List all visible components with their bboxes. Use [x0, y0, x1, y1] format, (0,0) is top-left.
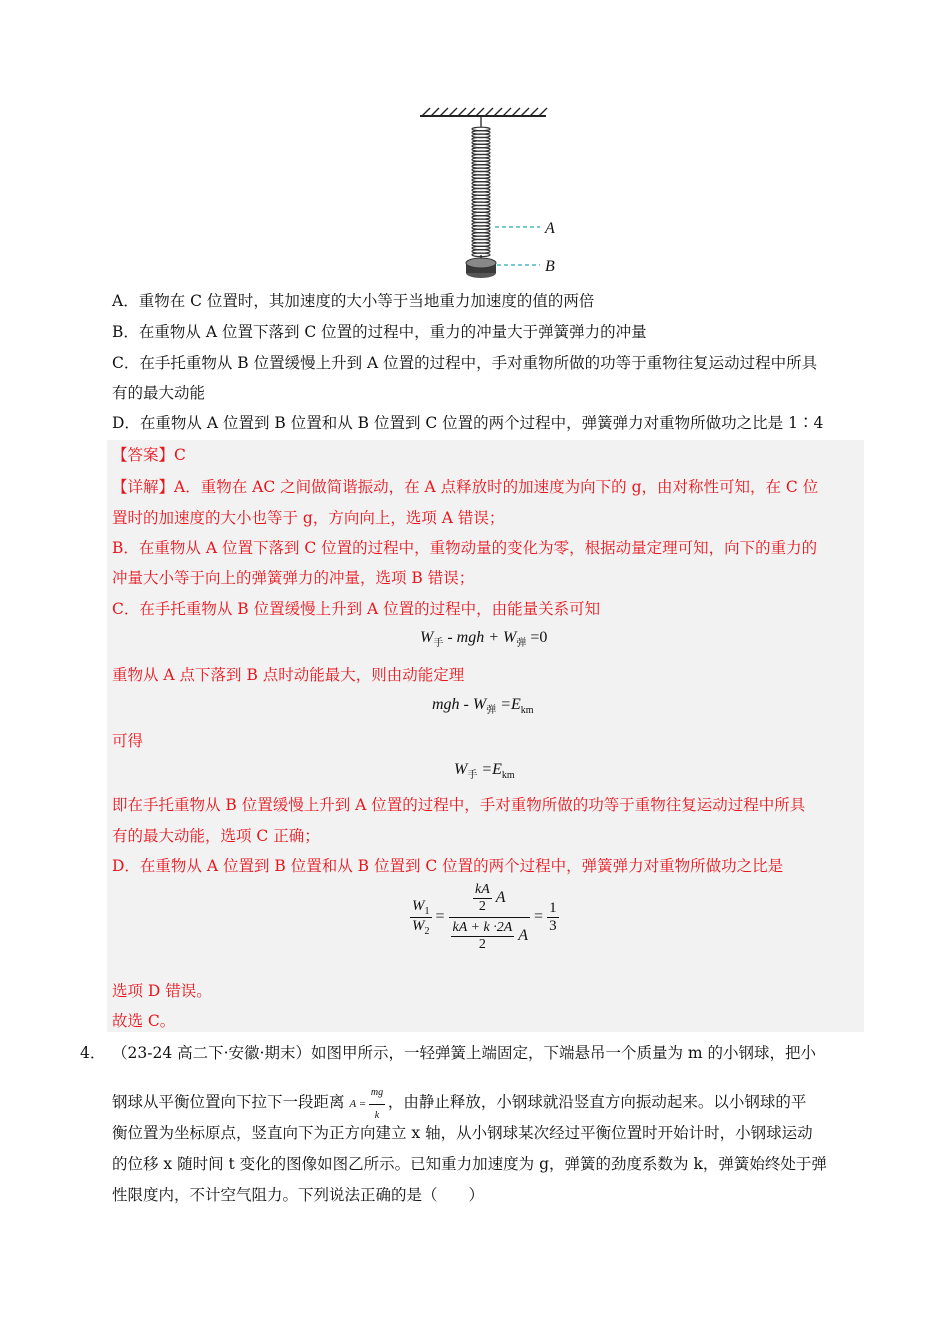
detail-d-line2: 选项 D 错误。: [112, 982, 212, 1000]
final-answer: 故选 C。: [112, 1012, 176, 1030]
question-number: 4．: [80, 1044, 106, 1062]
detail-c-line2: 重物从 A 点下落到 B 点时动能最大，则由动能定理: [112, 666, 465, 684]
label-b: B: [545, 258, 555, 275]
q4-line3: 衡位置为坐标原点，竖直向下为正方向建立 x 轴，从小钢球某次经过平衡位置时开始计时，小钢球运动: [112, 1124, 813, 1142]
q4-line2: 钢球从平衡位置向下拉下一段距离 A = $\frac{mg}{k}$ ，由静止释放，小钢球就沿竖直方向振动起来。以小钢球的平: [112, 1082, 806, 1127]
option-b: B．在重物从 A 位置下落到 C 位置的过程中，重力的冲量大于弹簧弹力的冲量: [112, 323, 647, 341]
detail-c-line4: 即在手托重物从 B 位置缓慢上升到 A 位置的过程中，手对重物所做的功等于重物往复运动过程中所具: [112, 796, 806, 814]
option-c-line2: 有的最大动能: [112, 384, 206, 402]
equation-1: $W_手$ - mgh + $W_弹 =0$: [420, 629, 548, 650]
q4-line5: 性限度内，不计空气阻力。下列说法正确的是（ ）: [112, 1186, 485, 1204]
detail-c-line1: C．在手托重物从 B 位置缓慢上升到 A 位置的过程中，由能量关系可知: [112, 600, 601, 618]
detail-c-line3: 可得: [112, 732, 144, 750]
detail-d-line1: D．在重物从 A 位置到 B 位置和从 B 位置到 C 位置的两个过程中，弹簧弹力对重物所做功之比是: [112, 857, 784, 875]
detail-b-line2: 冲量大小等于向上的弹簧弹力的冲量，选项 B 错误；: [112, 569, 475, 587]
detail-b-line1: B．在重物从 A 位置下落到 C 位置的过程中，重物动量的变化为零，根据动量定理可知，向下的重力的: [112, 539, 818, 557]
option-d: D．在重物从 A 位置到 B 位置和从 B 位置到 C 位置的两个过程中，弹簧弹力对重物所做功之比是 1∶4: [112, 414, 824, 432]
detail-line1: 【详解】A．重物在 AC 之间做简谐振动，在 A 点释放时的加速度为向下的 g，由对称性可知，在 C 位: [112, 478, 819, 496]
option-a: A．重物在 C 位置时，其加速度的大小等于当地重力加速度的值的两倍: [112, 292, 595, 310]
equation-3: $W_手 =E_{km}$: [454, 761, 515, 782]
label-a: A: [545, 220, 555, 237]
detail-line2: 置时的加速度的大小也等于 g，方向向上，选项 A 错误；: [112, 509, 505, 527]
equation-4: $\frac{W_1}{W_2}$ = $\frac{kA}{2}$ A $\frac{kA + k \cdot 2A}{2}$ A = $\frac{1}{3}$: [412, 882, 557, 952]
option-c-line1: C．在手托重物从 B 位置缓慢上升到 A 位置的过程中，手对重物所做的功等于重物往复运动过程中所具: [112, 354, 818, 372]
spring-figure: [400, 105, 580, 285]
q4-line1: （23-24 高二下·安徽·期末）如图甲所示，一轻弹簧上端固定，下端悬吊一个质量为 m 的小钢球，把小: [112, 1044, 817, 1062]
answer-line: 【答案】C: [112, 446, 186, 464]
equation-2: mgh - $W_弹 =E_{km}$: [432, 696, 534, 717]
q4-line4: 的位移 x 随时间 t 变化的图像如图乙所示。已知重力加速度为 g，弹簧的劲度系数为 k，弹簧始终处于弹: [112, 1155, 827, 1173]
detail-c-line5: 有的最大动能，选项 C 正确；: [112, 827, 320, 845]
